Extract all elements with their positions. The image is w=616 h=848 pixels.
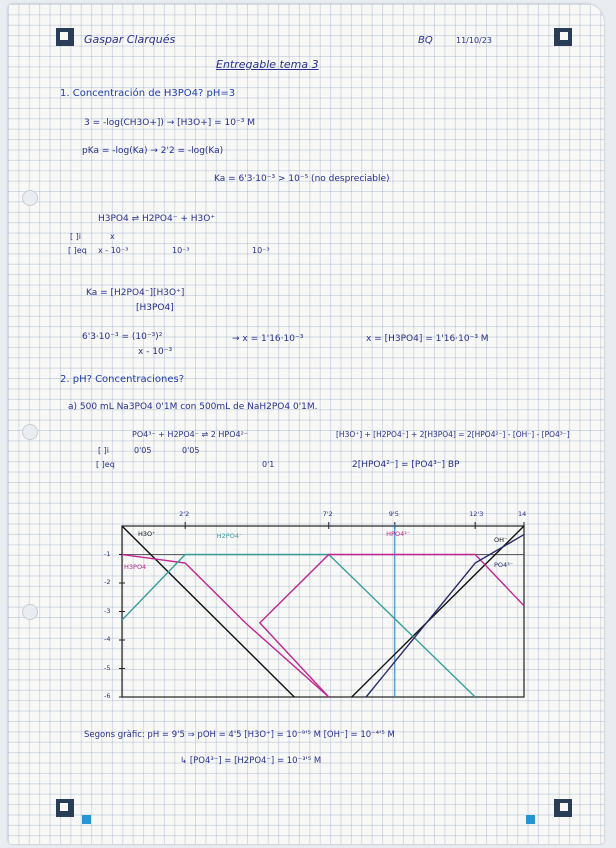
series-line [122, 526, 294, 697]
q2-reaction: PO4³⁻ + H2PO4⁻ ⇌ 2 HPO4²⁻ [132, 430, 249, 439]
series-label: OH⁻ [494, 536, 508, 544]
q1-reaction: H3PO4 ⇌ H2PO4⁻ + H3O⁺ [98, 214, 216, 224]
y-tick-label: -5 [104, 663, 111, 672]
q1-row-eq-label: [ ]eq [68, 246, 87, 255]
series-label: H2PO4⁻ [216, 532, 243, 540]
page-title: Entregable tema 3 [216, 58, 319, 71]
q2-part-a: a) 500 mL Na3PO4 0'1M con 500mL de NaH2PO4 0'1M. [68, 402, 318, 412]
q1-ka-denominator: [H3PO4] [136, 303, 174, 313]
student-name: Gaspar Clarqués [84, 33, 176, 46]
footer-line2: ↳ [PO4³⁻] = [H2PO4⁻] = 10⁻³'⁵ M [180, 756, 322, 766]
y-tick-label: -4 [104, 635, 111, 643]
y-tick-label: -3 [104, 606, 111, 615]
x-tick-label: 9'5 [388, 510, 399, 518]
series-label: PO4³⁻ [494, 560, 514, 569]
q2-bp: 2[HPO4²⁻] = [PO4³⁻] BP [352, 460, 460, 470]
series-line [366, 535, 524, 697]
q1-solve-denominator: x - 10⁻³ [138, 347, 173, 357]
subject-code: BQ [418, 35, 433, 46]
x-tick-label: 12'3 [469, 510, 484, 518]
q2-heading: 2. pH? Concentraciones? [60, 374, 185, 385]
q1-heading: 1. Concentración de H3PO4? pH=3 [60, 88, 236, 99]
q2-row-initial-value: 0'05 [182, 446, 200, 455]
q1-line1: 3 = -log(CH3O+]) → [H3O+] = 10⁻³ M [84, 118, 255, 128]
q1-row-initial-value: x [110, 232, 115, 241]
q1-result: x = [H3PO4] = 1'16·10⁻³ M [366, 334, 489, 344]
series-line [122, 555, 329, 698]
q2-balance: [H3O⁺] + [H2PO4⁻] + 2[H3PO4] = 2[HPO4²⁻] - [OH⁻] - [PO4³⁻] [336, 430, 570, 439]
series-label: H3O⁺ [138, 530, 156, 538]
q2-row-eq-label: [ ]eq [96, 460, 115, 469]
q1-line3: Ka = 6'3·10⁻³ > 10⁻⁵ (no despreciable) [214, 174, 390, 184]
y-tick-label: -6 [104, 692, 111, 700]
q1-solve-arrow: → x = 1'16·10⁻³ [232, 334, 304, 344]
series-label: HPO4²⁻ [386, 530, 411, 538]
q1-solve: 6'3·10⁻³ = (10⁻³)² [82, 332, 163, 342]
q1-row-initial-label: [ ]i [70, 232, 82, 241]
q1-line2: pKa = -log(Ka) → 2'2 = -log(Ka) [82, 146, 224, 156]
series-line [260, 555, 524, 698]
q1-row-eq-value: x - 10⁻³ [98, 246, 129, 255]
y-tick-label: -2 [104, 578, 111, 586]
series-line [352, 526, 524, 697]
q2-row-initial-label: [ ]i [98, 446, 110, 455]
x-tick-label: 14 [518, 510, 527, 518]
series-label: H3PO4 [124, 562, 147, 571]
footer-line1: Segons gràfic: pH = 9'5 ⇒ pOH = 4'5 [H3O⁺] = 10⁻⁹'⁵ M [OH⁻] = 10⁻⁴'⁵ M [84, 730, 395, 740]
x-tick-label: 7'2 [322, 510, 333, 518]
x-tick-label: 2'2 [179, 510, 190, 518]
chart-frame [122, 526, 524, 697]
series-line [122, 555, 475, 698]
y-tick-label: -1 [104, 549, 111, 558]
q1-ka-expression: Ka = [H2PO4⁻][H3O⁺] [86, 288, 185, 298]
q2-row-initial-value: 0'05 [134, 446, 152, 455]
q2-row-eq-value: 0'1 [262, 460, 275, 469]
date: 11/10/23 [456, 36, 492, 45]
q1-row-eq-value: 10⁻³ [172, 246, 190, 255]
q1-row-eq-value: 10⁻³ [252, 246, 270, 255]
